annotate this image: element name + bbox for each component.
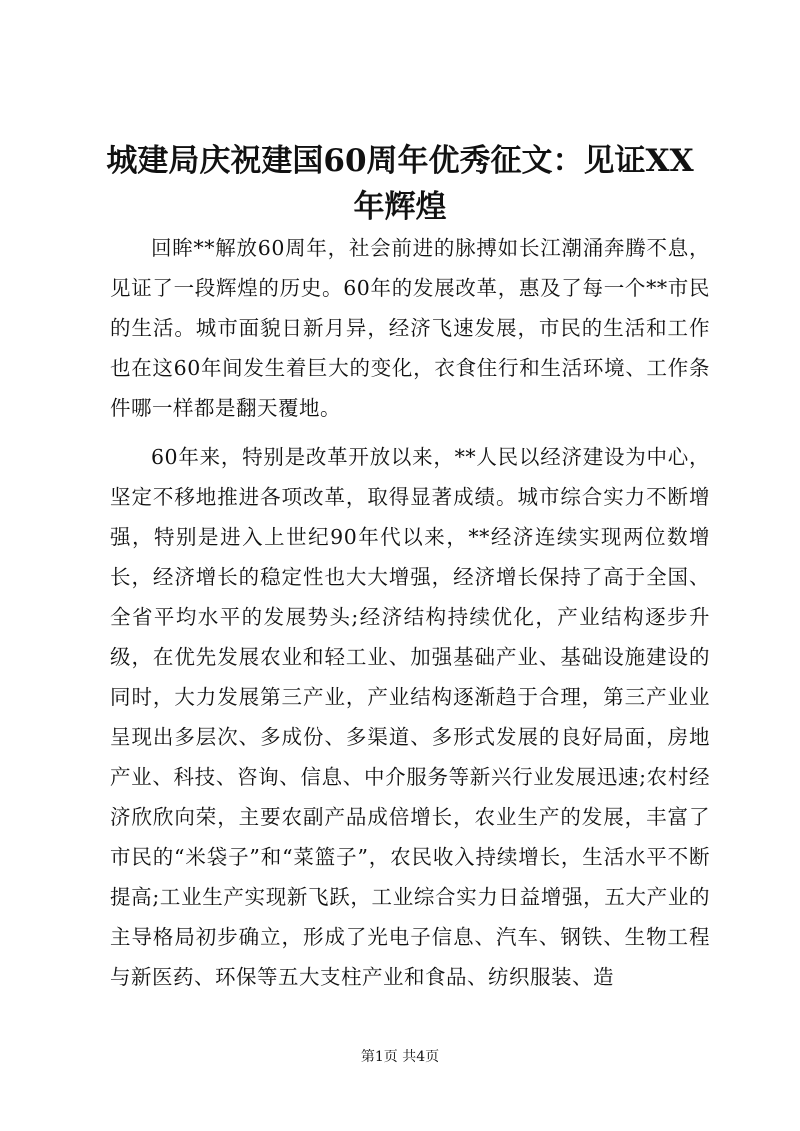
paragraph-2: 60年来，特别是改革开放以来，**人民以经济建设为中心，坚定不移地推进各项改革，取得显著成绩。城市综合实力不断增强，特别是进入上世纪90年代以来，**经济连续实现两位数增长，经济增长的稳定性也大大增强，经济增长保持了高于全国、全省平均水平的发展势头;经济结构持续优化，产业结构逐步升级，在优先发展农业和轻工业、加强基础产业、基础设施建设的同时，大力发展第三产业，产业结构逐渐趋于合理，第三产业业呈现出多层次、多成份、多渠道、多形式发展的良好局面，房地产业、科技、咨询、信息、中介服务等新兴行业发展迅速;农村经济欣欣向荣，主要农副产品成倍增长，农业生产的发展，丰富了市民的“米袋子”和“菜篮子”，农民收入持续增长，生活水平不断提高;工业生产实现新飞跃，工业综合实力日益增强，五大产业的主导格局初步确立，形成了光电子信息、汽车、钢铁、生物工程与新医药、环保等五大支柱产业和食品、纺织服装、造 xyxy=(110,445,710,989)
document-body xyxy=(110,228,710,997)
document-title: 城建局庆祝建国60周年优秀征文：见证XX年辉煌 xyxy=(106,143,694,225)
paragraph-1: 回眸**解放60周年，社会前进的脉搏如长江潮涌奔腾不息，见证了一段辉煌的历史。60年的发展改革，惠及了每一个**市民的生活。城市面貌日新月异，经济飞速发展，市民的生活和工作也在这60年间发生着巨大的变化，衣食住行和生活环境、工作条件哪一样都是翻天覆地。 xyxy=(110,236,710,420)
page-number-footer: 第1页 共4页 xyxy=(360,1049,440,1065)
